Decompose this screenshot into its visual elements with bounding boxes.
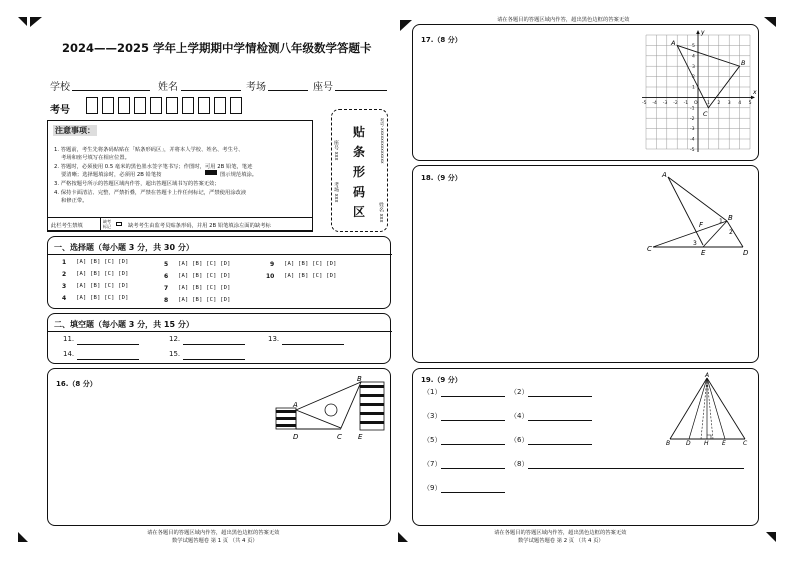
svg-text:-4: -4 — [690, 137, 695, 143]
q19-blank-3[interactable] — [441, 420, 505, 421]
q19-blank-7[interactable] — [441, 468, 505, 469]
note-line: 4. 保持卡面清洁、完整，严禁折叠，严禁在答题卡上作任何标记，严禁使用涂改液 — [54, 190, 247, 196]
q19-section[interactable] — [412, 368, 759, 526]
fill-label: 15. — [169, 350, 181, 358]
exam-no-label: 考号 — [50, 105, 70, 116]
room-blank[interactable] — [268, 90, 308, 91]
q19-figure — [661, 371, 753, 445]
notes-title: 注意事项： — [55, 126, 95, 135]
mc-options-3[interactable]: [A] [B] [C] [D] — [76, 283, 129, 289]
svg-text:-3: -3 — [662, 101, 668, 106]
q19-item-label: （8） — [510, 460, 529, 468]
mc-options-1[interactable]: [A] [B] [C] [D] — [76, 259, 129, 265]
barcode-area[interactable] — [331, 109, 388, 232]
q17-y-axis-label: y — [701, 29, 705, 36]
svg-text:1: 1 — [692, 85, 695, 91]
mc-options-2[interactable]: [A] [B] [C] [D] — [76, 271, 129, 277]
mc-title: 一、选择题（每小题 3 分，共 30 分） — [54, 243, 194, 252]
q17-y-tick-labels — [690, 43, 695, 153]
q19-item-label: （5） — [423, 436, 442, 444]
mc-options-9[interactable]: [A] [B] [C] [D] — [284, 261, 337, 267]
q19-blank-6[interactable] — [528, 444, 592, 445]
q16-point-d: D — [293, 433, 299, 441]
q17-x-tick-labels — [642, 100, 752, 106]
mc-num: 8 — [164, 297, 169, 304]
mc-num: 3 — [62, 283, 67, 290]
svg-text:-2: -2 — [673, 101, 678, 106]
q19-blank-1[interactable] — [441, 396, 505, 397]
q18-angle-3: 3 — [693, 240, 697, 247]
q17-point-b: B — [741, 59, 746, 67]
svg-text:-4: -4 — [652, 101, 657, 106]
svg-text:5: 5 — [748, 101, 752, 106]
fill-blank-15[interactable] — [183, 359, 245, 360]
svg-text:-5: -5 — [642, 101, 647, 106]
svg-text:4: 4 — [692, 54, 695, 60]
q18-section[interactable] — [412, 165, 759, 363]
absent-mark-box[interactable] — [116, 222, 122, 226]
q19-blank-5[interactable] — [441, 444, 505, 445]
note-line: 和修正带。 — [61, 198, 88, 204]
mc-options-5[interactable]: [A] [B] [C] [D] — [178, 261, 231, 267]
mc-options-6[interactable]: [A] [B] [C] [D] — [178, 273, 231, 279]
q19-point-b: B — [666, 440, 671, 445]
svg-text:3: 3 — [727, 101, 731, 106]
q18-point-f: F — [699, 221, 704, 229]
q19-item-label: （9） — [423, 484, 442, 492]
fill-blank-13[interactable] — [282, 344, 344, 345]
mc-num: 2 — [62, 271, 67, 278]
q19-item-label: （3） — [423, 412, 442, 420]
barcode-room: 考场 xxx — [333, 182, 339, 203]
q17-x-axis-label: x — [753, 89, 757, 96]
q18-point-a: A — [662, 171, 667, 179]
mc-options-7[interactable]: [A] [B] [C] [D] — [178, 285, 231, 291]
mc-section — [47, 236, 391, 309]
absent-text: 缺考考生由监考员贴条形码，并用 2B 铅笔填涂左面的缺考标 — [128, 223, 271, 229]
mc-options-8[interactable]: [A] [B] [C] [D] — [178, 297, 231, 303]
fill-title: 二、填空题（每小题 3 分，共 15 分） — [54, 320, 194, 329]
note-line: 要清晰；选择题填涂时，必须用 2B 铅笔按 — [61, 172, 162, 178]
fill-sample-icon — [205, 170, 217, 175]
seat-blank[interactable] — [335, 90, 387, 91]
exam-no-boxes[interactable] — [86, 97, 246, 117]
svg-text:5: 5 — [692, 44, 695, 49]
q16-figure — [274, 372, 389, 442]
mc-options-4[interactable]: [A] [B] [C] [D] — [76, 295, 129, 301]
seat-label: 座号 — [313, 82, 333, 93]
mc-num: 10 — [266, 273, 275, 280]
mc-num: 5 — [164, 261, 169, 268]
sheet-title: 2024——2025 学年上学期期中学情检测八年级数学答题卡 — [62, 41, 372, 55]
svg-text:-2: -2 — [690, 116, 695, 122]
q18-point-c: C — [647, 245, 652, 253]
right-top-note: 请在各题目的答题区域内作答，超出黑色边框的答案无效 — [497, 17, 630, 23]
fill-label: 13. — [268, 335, 280, 343]
q19-item-label: （7） — [423, 460, 442, 468]
q16-point-c: C — [337, 433, 342, 441]
absent-label: 此栏考生禁填 — [51, 223, 83, 229]
svg-text:-3: -3 — [690, 127, 695, 133]
svg-text:1: 1 — [707, 101, 710, 106]
q16-point-b: B — [357, 375, 362, 383]
q19-label: 19.（9 分） — [421, 376, 462, 384]
left-footer-page: 数学试题答题卷 第 1 页 （共 4 页） — [172, 538, 258, 544]
svg-text:-1: -1 — [683, 101, 689, 106]
q18-angle-2: 2 — [729, 229, 733, 236]
absent-row — [47, 217, 313, 232]
q16-label: 16.（8 分） — [56, 380, 97, 388]
fill-blank-14[interactable] — [77, 359, 139, 360]
fill-blank-11[interactable] — [77, 344, 139, 345]
note-line: 1. 答题前，考生先将条码贴贴在「贴条形码区」，并将本人学校、姓名、考生号、 — [54, 147, 244, 153]
mc-num: 7 — [164, 285, 169, 292]
q16-section[interactable] — [47, 368, 391, 526]
mc-num: 6 — [164, 273, 169, 280]
svg-text:2: 2 — [717, 101, 721, 106]
q17-label: 17.（8 分） — [421, 36, 462, 44]
q17-point-c: C — [703, 110, 708, 118]
school-blank[interactable] — [72, 90, 150, 91]
q18-figure — [645, 168, 757, 262]
svg-text:3: 3 — [692, 64, 695, 70]
svg-text:-1: -1 — [690, 106, 695, 112]
name-blank[interactable] — [181, 90, 241, 91]
absent-mark-label: 缺考标记 — [103, 219, 111, 229]
right-footer-note: 请在各题目的答题区域内作答，超出黑色边框的答案无效 — [494, 530, 627, 536]
q19-blank-8[interactable] — [528, 468, 744, 469]
q19-point-e: E — [722, 440, 726, 445]
room-label: 考场 — [246, 82, 266, 93]
mc-num: 4 — [62, 295, 67, 302]
note-line: 考场和座号填写在相应位置。 — [61, 155, 130, 161]
svg-text:2: 2 — [692, 75, 695, 81]
barcode-label: 贴 条 形 码 区 — [353, 125, 366, 219]
q19-point-d: D — [686, 440, 691, 445]
mc-num: 9 — [270, 261, 275, 268]
q19-point-h: H — [704, 440, 709, 445]
note-line: 2. 答题时，必须使用 0.5 毫米的黑色墨水签字笔书写；作图时，可用 2B 铅笔，笔迹 — [54, 164, 253, 170]
note-line: 3. 严格按题号所示的答题区域内作答，超出答题区域书写的答案无效； — [54, 181, 220, 187]
q18-label: 18.（9 分） — [421, 174, 462, 182]
q19-item-label: （4） — [510, 412, 529, 420]
q18-point-e: E — [701, 249, 706, 257]
q19-item-label: （1） — [423, 388, 442, 396]
svg-text:4: 4 — [738, 101, 742, 106]
q17-section[interactable] — [412, 24, 759, 161]
q19-blank-2[interactable] — [528, 396, 592, 397]
fill-label: 12. — [169, 335, 181, 343]
q19-blank-4[interactable] — [528, 420, 592, 421]
q19-point-a: A — [705, 372, 710, 379]
svg-text:O: O — [694, 101, 698, 106]
notes-box — [47, 120, 313, 231]
q18-angle-1: 1 — [719, 218, 723, 225]
fill-label: 14. — [63, 350, 75, 358]
q19-item-label: （2） — [510, 388, 529, 396]
q19-point-c: C — [743, 440, 748, 445]
q16-point-a: A — [293, 401, 298, 409]
right-footer-page: 数学试题答题卷 第 2 页 （共 4 页） — [518, 538, 604, 544]
barcode-seat: 座号 xxx — [333, 140, 339, 161]
name-label: 姓名 — [158, 82, 178, 93]
mc-num: 1 — [62, 259, 67, 266]
barcode-name: 姓名 xxx — [378, 202, 384, 223]
q19-item-label: （6） — [510, 436, 529, 444]
q17-grid-figure — [637, 28, 757, 160]
q18-point-d: D — [743, 249, 749, 257]
q18-point-b: B — [728, 214, 733, 222]
fill-blank-12[interactable] — [183, 344, 245, 345]
q19-blank-9[interactable] — [441, 492, 505, 493]
mc-options-10[interactable]: [A] [B] [C] [D] — [284, 273, 337, 279]
fill-section — [47, 313, 391, 364]
barcode-exam: 考号 xxxxxxxxxxxxxx — [379, 118, 384, 164]
left-footer-note: 请在各题目的答题区域内作答，超出黑色边框的答案无效 — [147, 530, 280, 536]
fill-label: 11. — [63, 335, 75, 343]
note-line: 图示规范填涂。 — [220, 172, 258, 178]
q16-point-e: E — [358, 433, 363, 441]
q17-point-a: A — [671, 39, 676, 47]
svg-text:-5: -5 — [690, 148, 695, 153]
school-label: 学校 — [50, 82, 70, 93]
